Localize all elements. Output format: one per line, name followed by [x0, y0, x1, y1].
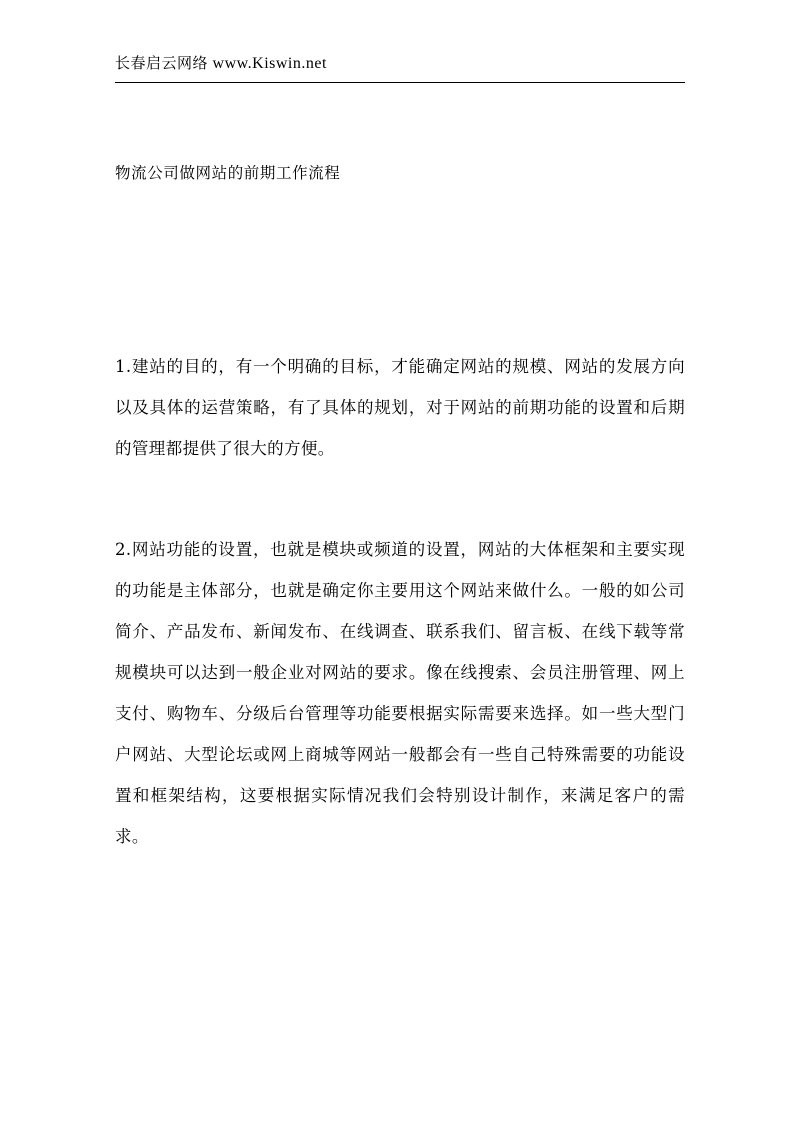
- paragraph-spacer: [115, 469, 685, 529]
- header-site-url: www.Kiswin.net: [212, 55, 327, 72]
- paragraph-1: 1.建站的目的，有一个明确的目标，才能确定网站的规模、网站的发展方向以及具体的运营策略，有了具体的规划，对于网站的前期功能的设置和后期的管理都提供了很大的方便。: [115, 357, 685, 458]
- page-title: 物流公司做网站的前期工作流程: [115, 164, 341, 182]
- header-site-name: 长春启云网络: [115, 54, 209, 72]
- header-divider: [115, 82, 685, 83]
- document-body: [115, 160, 685, 857]
- page-header: [115, 52, 685, 75]
- paragraph-2: 2.网站功能的设置，也就是模块或频道的设置，网站的大体框架和主要实现的功能是主体部分，也就是确定你主要用这个网站来做什么。一般的如公司简介、产品发布、新闻发布、在线调查、联系我们、留言板、在线下载等常规模块可以达到一般企业对网站的要求。像在线搜索、会员注册管理、网上支付、购物车、分级后台管理等功能要根据实际需要来选择。如一些大型门户网站、大型论坛或网上商城等网站一般都会有一些自己特殊需要的功能设置和框架结构，这要根据实际情况我们会特别设计制作，来满足客户的需求。: [115, 540, 685, 846]
- title-spacer: [115, 186, 685, 346]
